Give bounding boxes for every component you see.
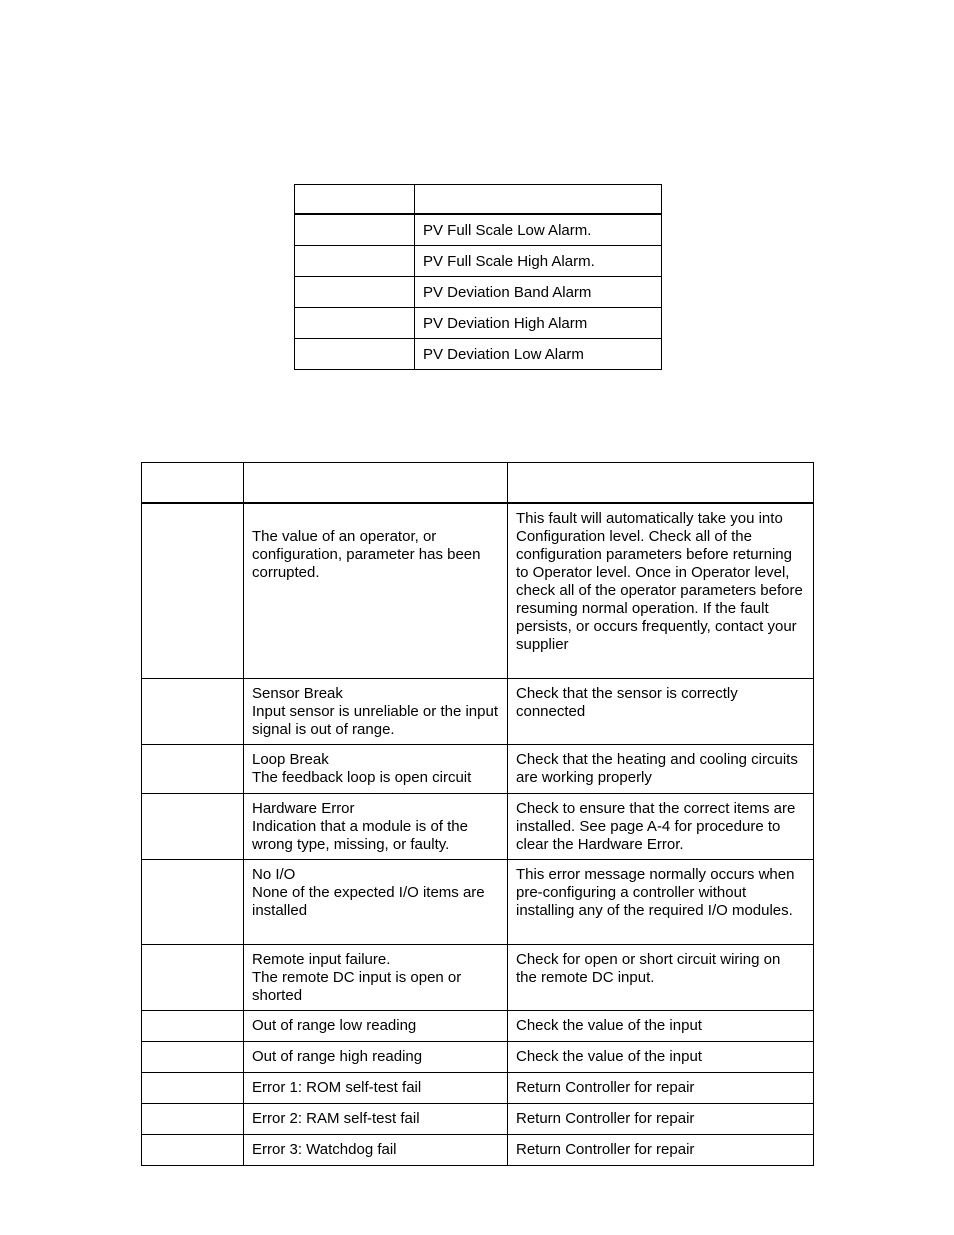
table-row — [142, 503, 814, 679]
error-action-cell: This fault will automatically take you into Configuration level. Check all of the configuration parameters before returning to Operator level. Once in Operator level, check all of the operator parameters before resuming normal operation. If the fault persists, or occurs frequently, contact your supplier — [508, 503, 814, 679]
alarm-code-cell — [295, 246, 415, 277]
error-code-cell — [142, 679, 244, 745]
error-code-cell — [142, 860, 244, 945]
table-row — [295, 339, 662, 370]
error-description-cell: Error 3: Watchdog fail — [244, 1135, 508, 1166]
table-header-row — [142, 463, 814, 504]
error-code-cell — [142, 1073, 244, 1104]
error-action-cell: This error message normally occurs when pre-configuring a controller without installing any of the required I/O modules. — [508, 860, 814, 945]
table-row — [295, 308, 662, 339]
alarm-description-cell: PV Deviation Low Alarm — [415, 339, 662, 370]
alarm-description-cell: PV Deviation High Alarm — [415, 308, 662, 339]
header-cell — [244, 463, 508, 504]
error-table — [141, 462, 814, 1166]
error-description-cell: Out of range high reading — [244, 1042, 508, 1073]
alarm-description-cell: PV Full Scale High Alarm. — [415, 246, 662, 277]
alarm-code-cell — [295, 214, 415, 246]
table-row — [142, 679, 814, 745]
table-row — [295, 214, 662, 246]
table-row — [142, 1011, 814, 1042]
table-row — [142, 1104, 814, 1135]
table-header-row — [295, 185, 662, 215]
error-description-cell: The value of an operator, or configuration, parameter has been corrupted. — [244, 503, 508, 679]
table-row — [142, 1135, 814, 1166]
error-code-cell — [142, 1135, 244, 1166]
header-cell — [295, 185, 415, 215]
error-description-cell: Error 1: ROM self-test fail — [244, 1073, 508, 1104]
error-action-cell: Check for open or short circuit wiring on the remote DC input. — [508, 945, 814, 1011]
error-description-cell: Remote input failure. The remote DC input is open or shorted — [244, 945, 508, 1011]
error-code-cell — [142, 945, 244, 1011]
table-row — [295, 277, 662, 308]
error-code-cell — [142, 745, 244, 794]
error-action-cell: Return Controller for repair — [508, 1073, 814, 1104]
error-description-cell: No I/O None of the expected I/O items are installed — [244, 860, 508, 945]
error-code-cell — [142, 794, 244, 860]
error-description-cell: Hardware Error Indication that a module is of the wrong type, missing, or faulty. — [244, 794, 508, 860]
alarm-table — [294, 184, 662, 370]
alarm-description-cell: PV Full Scale Low Alarm. — [415, 214, 662, 246]
error-code-cell — [142, 1042, 244, 1073]
header-cell — [415, 185, 662, 215]
error-code-cell — [142, 503, 244, 679]
error-description-cell: Error 2: RAM self-test fail — [244, 1104, 508, 1135]
table-row — [142, 745, 814, 794]
error-description-cell: Loop Break The feedback loop is open circuit — [244, 745, 508, 794]
table-row — [142, 945, 814, 1011]
error-code-cell — [142, 1104, 244, 1135]
table-row — [142, 794, 814, 860]
alarm-code-cell — [295, 339, 415, 370]
error-description-cell: Sensor Break Input sensor is unreliable or the input signal is out of range. — [244, 679, 508, 745]
error-action-cell: Check the value of the input — [508, 1042, 814, 1073]
error-action-cell: Return Controller for repair — [508, 1104, 814, 1135]
table-row — [142, 1073, 814, 1104]
table-row — [295, 246, 662, 277]
error-code-cell — [142, 1011, 244, 1042]
header-cell — [142, 463, 244, 504]
table-row — [142, 860, 814, 945]
header-cell — [508, 463, 814, 504]
alarm-description-cell: PV Deviation Band Alarm — [415, 277, 662, 308]
table-row — [142, 1042, 814, 1073]
error-action-cell: Check the value of the input — [508, 1011, 814, 1042]
error-action-cell: Check that the sensor is correctly connected — [508, 679, 814, 745]
error-action-cell: Check that the heating and cooling circuits are working properly — [508, 745, 814, 794]
alarm-code-cell — [295, 308, 415, 339]
alarm-code-cell — [295, 277, 415, 308]
error-action-cell: Check to ensure that the correct items are installed. See page A-4 for procedure to clear the Hardware Error. — [508, 794, 814, 860]
error-action-cell: Return Controller for repair — [508, 1135, 814, 1166]
error-description-cell: Out of range low reading — [244, 1011, 508, 1042]
